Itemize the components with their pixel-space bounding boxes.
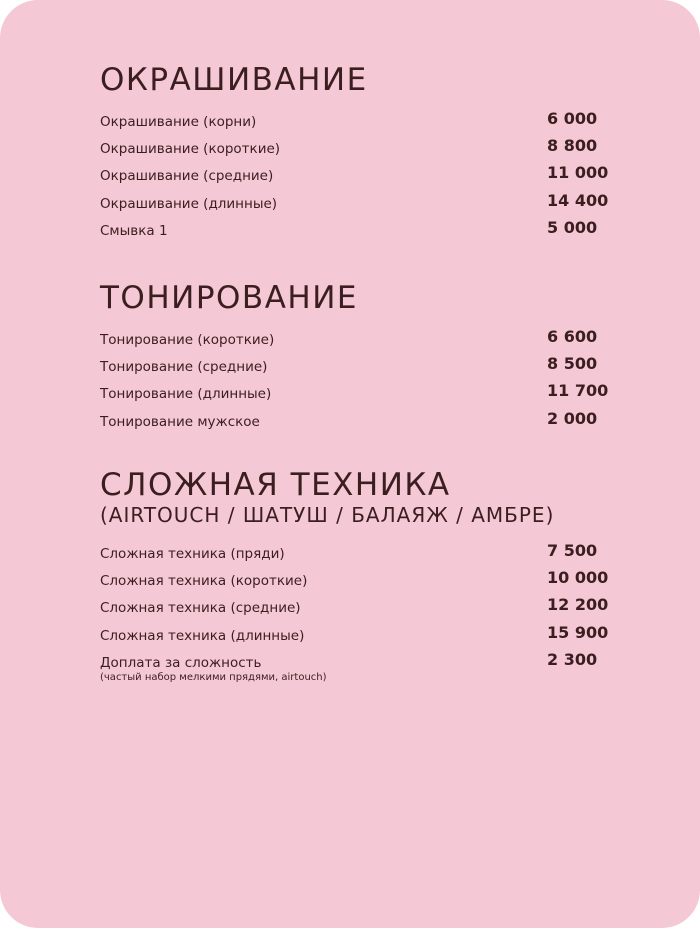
price-list bbox=[100, 327, 660, 436]
service-name: Тонирование (длинные) bbox=[100, 386, 272, 403]
service-name: Тонирование мужское bbox=[100, 413, 260, 430]
service-price: 10 000 bbox=[547, 568, 609, 588]
service-name: Окрашивание (корни) bbox=[100, 114, 257, 130]
service-note: (частый набор мелкими прядями, airtouch) bbox=[100, 671, 327, 683]
service-price: 8 500 bbox=[547, 354, 598, 374]
service-name: Сложная техника (средние) bbox=[100, 600, 301, 617]
service-price: 6 000 bbox=[547, 109, 598, 128]
service-name: Доплата за сложность bbox=[100, 654, 262, 671]
service-name: Окрашивание (короткие) bbox=[100, 141, 281, 158]
service-price: 12 200 bbox=[547, 595, 609, 615]
section-complex-technique bbox=[100, 467, 660, 683]
service-price: 2 300 bbox=[547, 649, 598, 669]
service-name: Смывка 1 bbox=[100, 222, 168, 239]
price-list bbox=[100, 541, 660, 683]
section-title: СЛОЖНАЯ ТЕХНИКА bbox=[100, 467, 451, 503]
section-toning bbox=[100, 280, 660, 436]
service-price: 2 000 bbox=[547, 408, 598, 428]
service-price: 6 600 bbox=[547, 327, 598, 346]
service-price: 14 400 bbox=[547, 190, 609, 210]
price-row bbox=[100, 191, 660, 218]
price-row bbox=[100, 409, 660, 436]
price-row bbox=[100, 649, 660, 683]
service-price: 8 800 bbox=[547, 136, 598, 156]
service-name: Тонирование (короткие) bbox=[100, 332, 275, 348]
section-coloring bbox=[100, 62, 660, 245]
price-list bbox=[100, 109, 660, 245]
service-name: Окрашивание (длинные) bbox=[100, 195, 278, 212]
price-row bbox=[100, 327, 660, 354]
section-subtitle: (AIRTOUCH / ШАТУШ / БАЛАЯЖ / АМБРЕ) bbox=[100, 503, 555, 527]
service-price: 5 000 bbox=[547, 217, 598, 237]
price-row bbox=[100, 381, 660, 408]
service-price: 11 700 bbox=[547, 381, 609, 401]
service-name: Тонирование (средние) bbox=[100, 359, 268, 376]
service-name: Сложная техника (пряди) bbox=[100, 546, 285, 562]
price-row bbox=[100, 109, 660, 136]
price-row bbox=[100, 136, 660, 163]
price-row bbox=[100, 163, 660, 190]
service-price: 15 900 bbox=[547, 622, 609, 642]
price-row bbox=[100, 218, 660, 245]
price-row bbox=[100, 541, 660, 568]
section-title: ТОНИРОВАНИЕ bbox=[100, 280, 358, 316]
service-name: Окрашивание (средние) bbox=[100, 168, 274, 185]
service-name: Сложная техника (короткие) bbox=[100, 573, 308, 590]
section-title: ОКРАШИВАНИЕ bbox=[100, 62, 368, 98]
price-row bbox=[100, 568, 660, 595]
price-row bbox=[100, 623, 660, 650]
price-row bbox=[100, 595, 660, 622]
service-price: 11 000 bbox=[547, 163, 609, 183]
service-price: 7 500 bbox=[547, 541, 598, 560]
service-name: Сложная техника (длинные) bbox=[100, 627, 305, 644]
price-row bbox=[100, 354, 660, 381]
